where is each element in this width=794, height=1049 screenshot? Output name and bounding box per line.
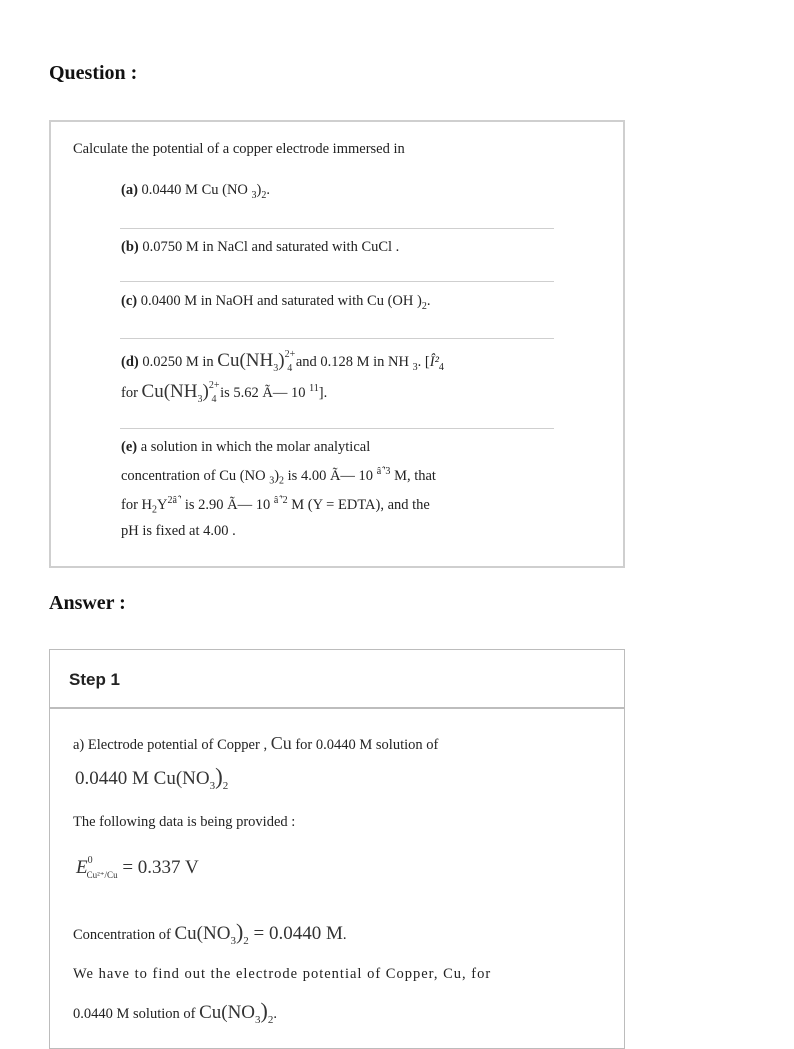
beta-symbol: Î²	[429, 354, 439, 370]
step-label: Step 1	[69, 670, 121, 689]
part-a	[121, 182, 270, 201]
cu-symbol: Cu	[270, 733, 292, 753]
part-d-line1	[121, 350, 444, 374]
concentration-formula: $Cu(NO_3)_2 = 0.0440$ M	[174, 919, 343, 947]
part-a-text: 0.0440 M Cu (NO	[137, 182, 252, 198]
beta-sub: 4	[438, 361, 444, 373]
question-heading: Question :	[49, 62, 138, 84]
separator	[120, 281, 554, 282]
part-d-exp: 11	[309, 383, 319, 395]
standard-potential: $E^0_{Cu^{2+}/Cu} = 0.337$ V	[76, 854, 199, 880]
part-d-label: (d)	[121, 354, 139, 370]
part-a-sub2: 2	[261, 189, 267, 201]
part-a-label: (a)	[121, 182, 138, 198]
complex-formula: $Cu(NH_3)^{2+}_4$	[217, 348, 296, 374]
answer-p1: a) Electrode potential of Copper , Cu for 0.0440 M solution of	[73, 733, 439, 753]
part-c-text: 0.0400 M in NaOH and saturated with Cu (OH )	[137, 293, 422, 309]
answer-p6: 0.0440 M solution of $Cu(NO_3)_2$.	[73, 998, 277, 1026]
part-d-close: ].	[318, 385, 328, 401]
part-e-label: (e)	[121, 439, 138, 455]
part-d-nh-sub: 3	[412, 361, 418, 373]
complex-formula: $Cu(NH_3)^{2+}_4$	[141, 379, 220, 405]
part-b-label: (b)	[121, 239, 139, 255]
part-c	[121, 293, 430, 312]
answer-p5: We have to find out the electrode potential of Copper, Cu, for	[73, 966, 492, 982]
part-e-line3: for $H_2Y^{2â ̂'}$ is 2.90 Ã— 10 $^{â ̂'2}$ M (Y = EDTA), and the	[121, 495, 430, 516]
answer-heading: Answer :	[49, 592, 126, 614]
part-d-pre: 0.0250 M in	[138, 354, 218, 370]
part-d-tail: . [	[417, 354, 430, 370]
part-a-end: .	[266, 182, 270, 198]
part-c-end: .	[426, 293, 431, 309]
part-e-line1	[121, 439, 370, 456]
part-c-label: (c)	[121, 293, 138, 309]
part-b-text: 0.0750 M in NaCl and saturated with CuCl .	[138, 239, 400, 255]
separator	[120, 338, 554, 339]
part-d-line2	[121, 381, 327, 405]
solution-formula: $Cu(NO_3)_2$	[199, 998, 274, 1026]
part-c-sub: 2	[421, 300, 427, 312]
part-d-mid: and 0.128 M in NH	[292, 354, 413, 370]
separator	[120, 428, 554, 429]
answer-p2: The following data is being provided :	[73, 814, 296, 830]
question-intro: Calculate the potential of a copper electrode immersed in	[73, 141, 405, 157]
part-d-for: for	[121, 385, 142, 401]
answer-box	[49, 649, 625, 1049]
answer-p4: Concentration of $Cu(NO_3)_2 = 0.0440$ M.	[73, 919, 347, 947]
part-a-sub: 3	[251, 189, 257, 201]
separator	[120, 228, 554, 229]
part-e-line2: concentration of Cu (NO $_3)_2$ is 4.00 Ã— 10 $^{â ̂'3}$ M, that	[121, 466, 436, 487]
answer-formula: 0.0440 M $Cu(NO_3)_2$	[75, 764, 229, 792]
part-b	[121, 239, 399, 256]
step-header	[50, 650, 624, 709]
part-a-close: )	[256, 182, 262, 198]
part-d-is: is 5.62 Ã— 10	[216, 385, 310, 401]
part-e-line1-text: a solution in which the molar analytical	[137, 439, 371, 455]
part-e-line4: pH is fixed at 4.00 .	[121, 523, 236, 539]
